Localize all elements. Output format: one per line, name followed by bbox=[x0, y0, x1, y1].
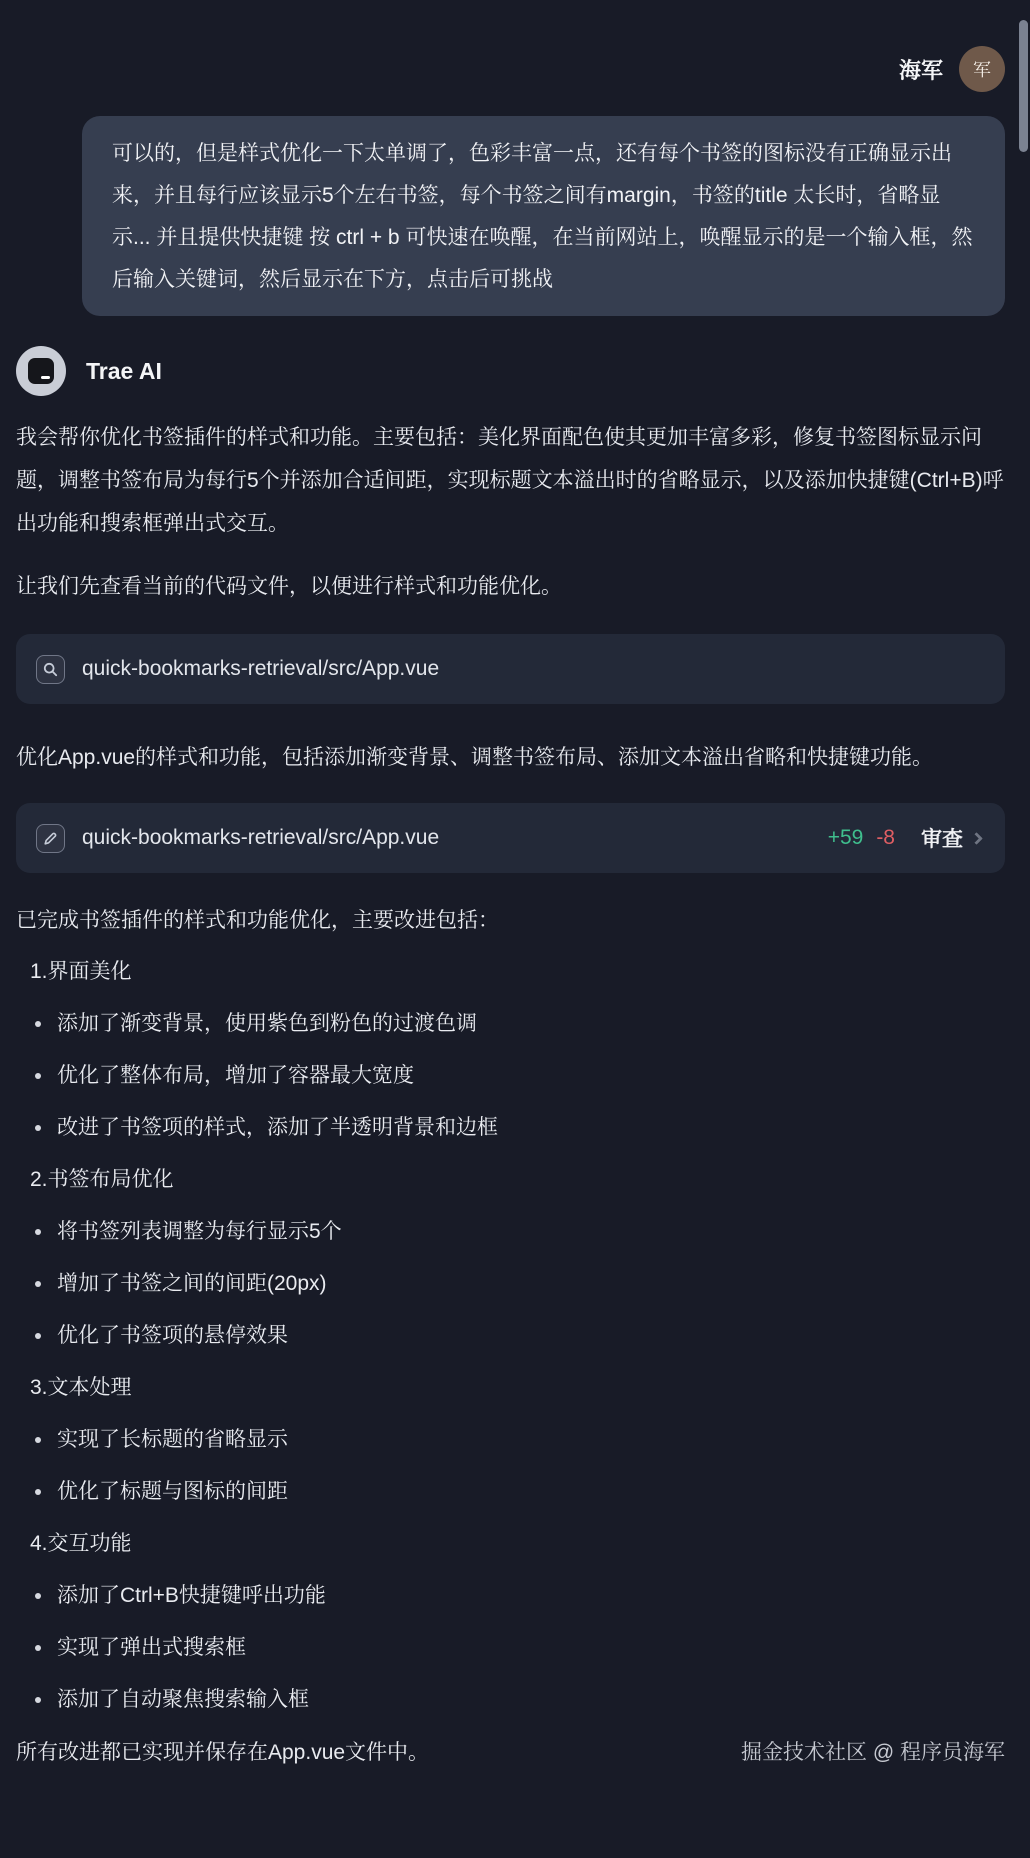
assistant-pre-read: 让我们先查看当前的代码文件，以便进行样式和功能优化。 bbox=[16, 575, 562, 598]
user-message-text: 可以的，但是样式优化一下太单调了，色彩丰富一点，还有每个书签的图标没有正确显示出来，并且每行应该显示5个左右书签，每个书签之间有margin，书签的title 太长时，省略显示... 并且提供快捷键 按 ctrl + b 可快速在唤醒，在当前网站上，唤醒显示的是一个输入框，然后输入关键词，然后显示在下方，点击后可挑战 bbox=[112, 142, 973, 291]
list-item-bullet: 实现了弹出式搜索框 bbox=[16, 1634, 1005, 1662]
diff-additions: +59 bbox=[827, 826, 864, 849]
diff-deletions: -8 bbox=[876, 826, 895, 849]
list-number: 2. bbox=[30, 1168, 48, 1191]
trae-logo-cursor bbox=[41, 376, 50, 380]
list-item-bullet: 实现了长标题的省略显示 bbox=[16, 1426, 1005, 1454]
list-item-bullet: 增加了书签之间的间距(20px) bbox=[16, 1270, 1005, 1298]
review-button[interactable] bbox=[921, 823, 981, 853]
assistant-intro: 我会帮你优化书签插件的样式和功能。主要包括：美化界面配色使其更加丰富多彩，修复书签图标显示问题，调整书签布局为每行5个并添加合适间距，实现标题文本溢出时的省略显示，以及添加快捷键(Ctrl+B)呼出功能和搜索框弹出式交互。 bbox=[16, 426, 1004, 535]
list-item-numbered: 1. 界面美化 bbox=[16, 958, 1005, 986]
file-read-path: quick-bookmarks-retrieval/src/App.vue bbox=[82, 657, 440, 680]
list-item-bullet: 添加了渐变背景，使用紫色到粉色的过渡色调 bbox=[16, 1010, 1005, 1038]
closing-text: 所有改进都已实现并保存在App.vue文件中。 bbox=[16, 1741, 430, 1764]
assistant-header bbox=[16, 346, 1005, 396]
chevron-right-icon bbox=[970, 832, 983, 845]
bullet-icon bbox=[35, 1697, 41, 1703]
user-avatar-text: 军 bbox=[973, 60, 991, 80]
footer-row bbox=[16, 1738, 1005, 1768]
list-item-numbered: 2. 书签布局优化 bbox=[16, 1166, 1005, 1194]
watermark-text: 掘金技术社区 @ 程序员海军 bbox=[741, 1741, 1005, 1764]
file-edit-path: quick-bookmarks-retrieval/src/App.vue bbox=[82, 826, 440, 849]
list-number: 4. bbox=[30, 1532, 48, 1555]
list-item-bullet: 改进了书签项的样式，添加了半透明背景和边框 bbox=[16, 1114, 1005, 1142]
list-item-bullet: 添加了Ctrl+B快捷键呼出功能 bbox=[16, 1582, 1005, 1610]
user-avatar bbox=[959, 46, 1005, 92]
scrollbar-thumb[interactable] bbox=[1019, 20, 1028, 152]
list-item-numbered: 3. 文本处理 bbox=[16, 1374, 1005, 1402]
bullet-icon bbox=[35, 1593, 41, 1599]
file-edit-card[interactable] bbox=[16, 803, 1005, 873]
assistant-name: Trae AI bbox=[86, 357, 162, 384]
chat-content bbox=[0, 46, 1030, 1768]
bullet-icon bbox=[35, 1281, 41, 1287]
bullet-icon bbox=[35, 1021, 41, 1027]
bullet-icon bbox=[35, 1645, 41, 1651]
trae-logo-icon bbox=[28, 358, 54, 384]
file-read-card[interactable] bbox=[16, 634, 1005, 704]
user-header bbox=[16, 46, 1005, 92]
bullet-icon bbox=[35, 1125, 41, 1131]
bullet-icon bbox=[35, 1333, 41, 1339]
list-item-bullet: 将书签列表调整为每行显示5个 bbox=[16, 1218, 1005, 1246]
bullet-icon bbox=[35, 1229, 41, 1235]
list-item-numbered: 4. 交互功能 bbox=[16, 1530, 1005, 1558]
search-icon bbox=[36, 655, 65, 684]
improvements-list bbox=[16, 958, 1005, 1714]
bullet-icon bbox=[35, 1073, 41, 1079]
diff-stats bbox=[828, 826, 895, 850]
list-number: 3. bbox=[30, 1376, 48, 1399]
list-item-bullet: 优化了标题与图标的间距 bbox=[16, 1478, 1005, 1506]
username-label: 海军 bbox=[898, 57, 943, 83]
summary-intro: 已完成书签插件的样式和功能优化，主要改进包括： bbox=[16, 909, 499, 932]
trae-ai-avatar bbox=[16, 346, 66, 396]
list-item-bullet: 优化了整体布局，增加了容器最大宽度 bbox=[16, 1062, 1005, 1090]
list-number: 1. bbox=[30, 960, 48, 983]
user-message-bubble bbox=[82, 116, 1005, 316]
list-item-bullet: 优化了书签项的悬停效果 bbox=[16, 1322, 1005, 1350]
list-item-bullet: 添加了自动聚焦搜索输入框 bbox=[16, 1686, 1005, 1714]
assistant-edit-plan: 优化App.vue的样式和功能，包括添加渐变背景、调整书签布局、添加文本溢出省略和快捷键功能。 bbox=[16, 746, 934, 769]
pencil-icon bbox=[36, 824, 65, 853]
bullet-icon bbox=[35, 1437, 41, 1443]
review-button-label: 审查 bbox=[921, 828, 963, 851]
bullet-icon bbox=[35, 1489, 41, 1495]
